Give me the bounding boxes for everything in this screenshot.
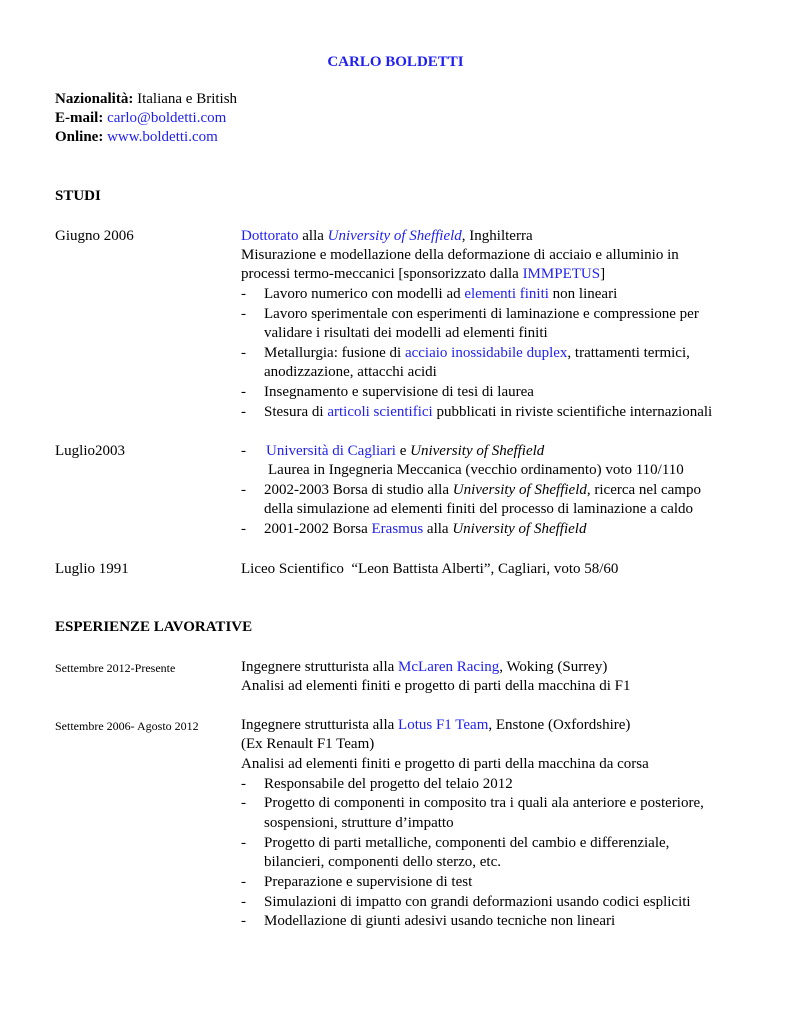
phd-b3-end: , trattamenti termici, xyxy=(567,345,690,361)
mclaren-line1 xyxy=(241,659,607,676)
laurea-sheffield: University of Sheffield xyxy=(410,443,545,459)
phd-university: University of Sheffield xyxy=(327,228,462,244)
phd-b5-text: Stesura di xyxy=(264,404,328,420)
laurea-l5-alla: alla xyxy=(423,521,453,537)
laurea-line5 xyxy=(264,521,586,538)
nationality-label: Nazionalità: xyxy=(55,91,134,107)
duplex-steel-link[interactable]: acciaio inossidabile duplex xyxy=(404,345,568,361)
lotus-bullet-4: Preparazione e supervisione di test xyxy=(264,874,473,890)
phd-desc-line1: Misurazione e modellazione della deformazione di acciaio e alluminio in xyxy=(241,247,679,263)
lotus-date: Settembre 2006- Agosto 2012 xyxy=(55,719,199,733)
lotus-l1-text: Ingegnere strutturista alla xyxy=(241,717,399,733)
phd-desc2-end: ] xyxy=(600,266,606,282)
lotus-line2: (Ex Renault F1 Team) xyxy=(241,736,375,752)
laurea-line1 xyxy=(266,443,544,460)
scientific-articles-link[interactable]: articoli scientifici xyxy=(327,404,433,420)
lotus-line3: Analisi ad elementi finiti e progetto di parti della macchina da corsa xyxy=(241,756,649,772)
liceo-text: Liceo Scientifico “Leon Battista Alberti”, Cagliari, voto 58/60 xyxy=(241,561,619,577)
phd-bullet-3-line2: anodizzazione, attacchi acidi xyxy=(264,364,437,380)
phd-bullet-2-line1: Lavoro sperimentale con esperimenti di laminazione e compressione per xyxy=(264,306,699,322)
laurea-line3 xyxy=(264,482,701,499)
phd-b5-end: pubblicati in riviste scientifiche internazionali xyxy=(432,404,713,420)
phd-title-line xyxy=(241,228,533,245)
bullet-dash: - xyxy=(241,286,246,302)
phd-university-link[interactable] xyxy=(328,228,462,244)
section-heading-studi: STUDI xyxy=(55,188,101,204)
lotus-l1-end: , Enstone (Oxfordshire) xyxy=(488,717,631,733)
page-title: CARLO BOLDETTI xyxy=(327,54,464,70)
bullet-dash: - xyxy=(241,874,246,890)
phd-b1-end: non lineari xyxy=(548,286,618,302)
website-link[interactable]: www.boldetti.com xyxy=(107,129,218,145)
phd-b1-text: Lavoro numerico con modelli ad xyxy=(264,286,465,302)
laurea-line2: Laurea in Ingegneria Meccanica (vecchio ordinamento) voto 110/110 xyxy=(268,462,684,478)
bullet-dash: - xyxy=(241,404,246,420)
bullet-dash: - xyxy=(241,482,246,498)
lotus-bullet-3-line2: bilancieri, componenti dello sterzo, etc. xyxy=(264,854,501,870)
section-heading-esperienze: ESPERIENZE LAVORATIVE xyxy=(55,619,253,635)
laurea-line4: della simulazione ad elementi finiti del processo di laminazione a caldo xyxy=(264,501,694,517)
nationality-value: Italiana e British xyxy=(137,91,238,107)
cagliari-link[interactable]: Università di Cagliari xyxy=(266,443,396,459)
bullet-dash: - xyxy=(241,443,246,459)
lotus-bullet-3-line1: Progetto di parti metalliche, componenti del cambio e differenziale, xyxy=(264,835,670,851)
phd-desc2-text: processi termo-meccanici [sponsorizzato dalla xyxy=(241,266,523,282)
lotus-link[interactable]: Lotus F1 Team xyxy=(398,717,489,733)
finite-elements-link[interactable]: elementi finiti xyxy=(464,286,549,302)
mclaren-link[interactable]: McLaren Racing xyxy=(398,659,500,675)
lotus-line1 xyxy=(241,717,630,734)
lotus-bullet-6: Modellazione di giunti adesivi usando tecniche non lineari xyxy=(264,913,616,929)
liceo-date: Luglio 1991 xyxy=(55,561,129,577)
bullet-dash: - xyxy=(241,345,246,361)
mclaren-line2: Analisi ad elementi finiti e progetto di parti della macchina di F1 xyxy=(241,678,631,694)
phd-bullet-3-line1 xyxy=(264,345,690,362)
erasmus-link[interactable]: Erasmus xyxy=(371,521,424,537)
phd-degree-link[interactable]: Dottorato xyxy=(241,228,299,244)
email-label: E-mail: xyxy=(55,110,104,126)
bullet-dash: - xyxy=(241,776,246,792)
bullet-dash: - xyxy=(241,521,246,537)
bullet-dash: - xyxy=(241,913,246,929)
mclaren-l1-end: , Woking (Surrey) xyxy=(499,659,608,675)
phd-country: , Inghilterra xyxy=(461,228,533,244)
bullet-dash: - xyxy=(241,384,246,400)
email-row xyxy=(55,110,226,127)
laurea-date: Luglio2003 xyxy=(55,443,125,459)
online-row xyxy=(55,129,218,146)
lotus-bullet-1: Responsabile del progetto del telaio 2012 xyxy=(264,776,513,792)
phd-desc-line2 xyxy=(241,266,605,283)
laurea-l3-uni: University of Sheffield xyxy=(452,482,587,498)
bullet-dash: - xyxy=(241,306,246,322)
mclaren-l1-text: Ingegnere strutturista alla xyxy=(241,659,399,675)
bullet-dash: - xyxy=(241,894,246,910)
email-link[interactable]: carlo@boldetti.com xyxy=(107,110,227,126)
phd-bullet-4: Insegnamento e supervisione di tesi di laurea xyxy=(264,384,534,400)
laurea-e: e xyxy=(395,443,411,459)
phd-bullet-1 xyxy=(264,286,617,303)
online-label: Online: xyxy=(55,129,104,145)
immpetus-link[interactable]: IMMPETUS xyxy=(522,266,601,282)
phd-alla: alla xyxy=(298,228,328,244)
nationality-row xyxy=(55,91,237,108)
phd-b3-text: Metallurgia: fusione di xyxy=(264,345,405,361)
phd-bullet-2-line2: validare i risultati dei modelli ad elementi finiti xyxy=(264,325,548,341)
lotus-bullet-2-line2: sospensioni, strutture d’impatto xyxy=(264,815,454,831)
bullet-dash: - xyxy=(241,795,246,811)
lotus-bullet-5: Simulazioni di impatto con grandi deformazioni usando codici espliciti xyxy=(264,894,691,910)
bullet-dash: - xyxy=(241,835,246,851)
laurea-l5-text: 2001-2002 Borsa xyxy=(264,521,372,537)
phd-date: Giugno 2006 xyxy=(55,228,134,244)
laurea-l3-end: , ricerca nel campo xyxy=(586,482,701,498)
mclaren-date: Settembre 2012-Presente xyxy=(55,661,176,675)
laurea-l5-uni: University of Sheffield xyxy=(452,521,587,537)
laurea-l3-text: 2002-2003 Borsa di studio alla xyxy=(264,482,453,498)
phd-bullet-5 xyxy=(264,404,712,421)
lotus-bullet-2-line1: Progetto di componenti in composito tra i quali ala anteriore e posteriore, xyxy=(264,795,704,811)
